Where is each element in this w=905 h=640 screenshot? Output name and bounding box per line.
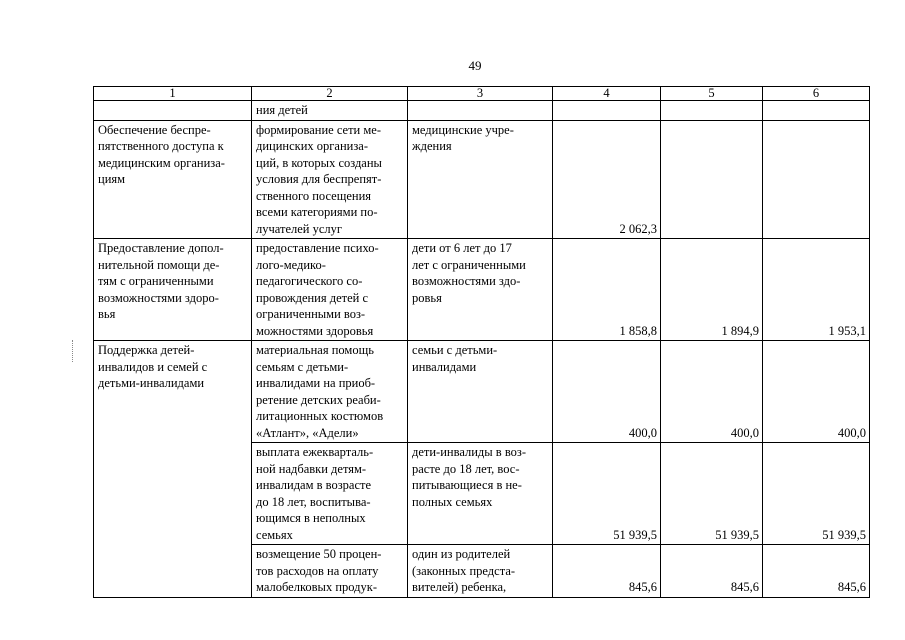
- value-cell: [661, 120, 763, 239]
- page-number: 49: [468, 58, 482, 73]
- recipients-cell: дети-инвалиды в воз- расте до 18 лет, вос- питывающиеся в не- полных семьях: [408, 443, 553, 545]
- value-cell: 1 894,9: [661, 239, 763, 341]
- row-title: Обеспечение беспре- пятственного доступа к медицинским организа- циям: [94, 120, 252, 239]
- table-row: [94, 239, 870, 341]
- measure-cell: предоставление психо- лого-медико- педагогического со- провождения детей с ограниченными воз- можностями здоровья: [252, 239, 408, 341]
- row-title: [94, 101, 252, 121]
- budget-table: [93, 86, 870, 598]
- value-cell: 845,6: [661, 545, 763, 598]
- value-cell: 51 939,5: [763, 443, 870, 545]
- value-cell: 400,0: [553, 341, 661, 443]
- header-cell: 1: [94, 87, 252, 101]
- value-cell: 1 953,1: [763, 239, 870, 341]
- table-row: [94, 120, 870, 239]
- recipients-cell: один из родителей (законных предста- вителей) ребенка,: [408, 545, 553, 598]
- value-cell: 51 939,5: [661, 443, 763, 545]
- table-row: [94, 341, 870, 443]
- value-cell: 845,6: [553, 545, 661, 598]
- table-row: [94, 101, 870, 121]
- table-header-row: [94, 87, 870, 101]
- measure-cell: ния детей: [252, 101, 408, 121]
- value-cell: [661, 101, 763, 121]
- measure-cell: формирование сети ме- дицинских организа- ций, в которых созданы условия для беспрепят- ственного посещения всеми категориями по- лучателей услуг: [252, 120, 408, 239]
- value-cell: 2 062,3: [553, 120, 661, 239]
- recipients-cell: семьи с детьми- инвалидами: [408, 341, 553, 443]
- value-cell: 845,6: [763, 545, 870, 598]
- header-cell: 6: [763, 87, 870, 101]
- measure-cell: материальная помощь семьям с детьми- инвалидами на приоб- ретение детских реаби- литационных костюмов «Атлант», «Адели»: [252, 341, 408, 443]
- header-cell: 5: [661, 87, 763, 101]
- value-cell: 400,0: [661, 341, 763, 443]
- header-cell: 2: [252, 87, 408, 101]
- recipients-cell: медицинские учре- ждения: [408, 120, 553, 239]
- row-title: Предоставление допол- нительной помощи де- тям с ограниченными возможностями здоро- вья: [94, 239, 252, 341]
- value-cell: [553, 101, 661, 121]
- value-cell: 1 858,8: [553, 239, 661, 341]
- row-title: Поддержка детей- инвалидов и семей с детьми-инвалидами: [94, 341, 252, 598]
- margin-mark: [72, 340, 75, 362]
- header-cell: 3: [408, 87, 553, 101]
- measure-cell: возмещение 50 процен- тов расходов на оплату малобелковых продук-: [252, 545, 408, 598]
- value-cell: 400,0: [763, 341, 870, 443]
- measure-cell: выплата ежекварталь- ной надбавки детям- инвалидам в возрасте до 18 лет, воспитыва- ющимся в неполных семьях: [252, 443, 408, 545]
- value-cell: [763, 120, 870, 239]
- recipients-cell: дети от 6 лет до 17 лет с ограниченными возможностями здо- ровья: [408, 239, 553, 341]
- recipients-cell: [408, 101, 553, 121]
- value-cell: [763, 101, 870, 121]
- value-cell: 51 939,5: [553, 443, 661, 545]
- header-cell: 4: [553, 87, 661, 101]
